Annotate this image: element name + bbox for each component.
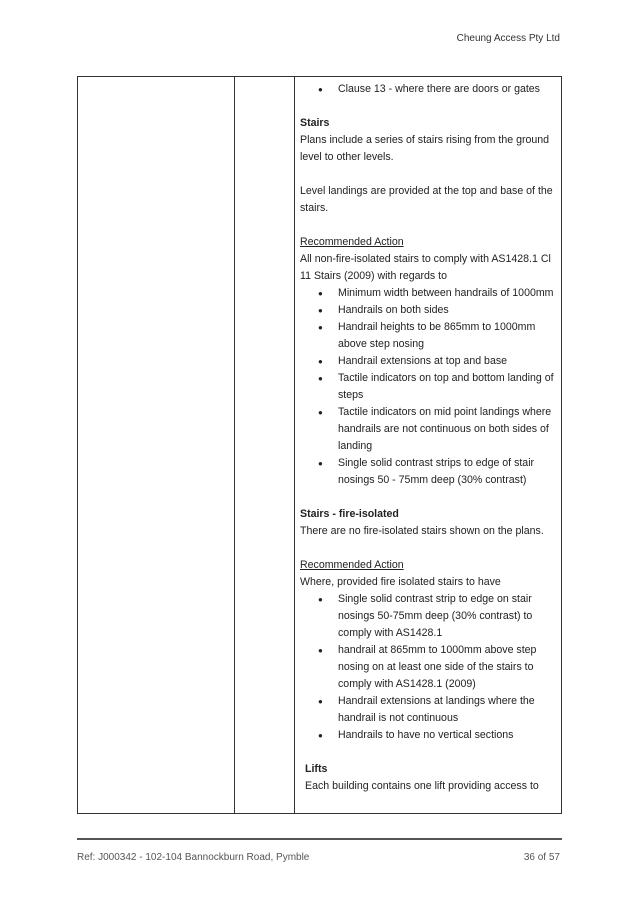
column-divider <box>294 77 295 813</box>
section-heading-fire-isolated: Stairs - fire-isolated <box>300 508 399 520</box>
list-item: ● Handrail heights to be 865mm to 1000mm above step nosing <box>338 319 562 353</box>
list-item: ● Handrail extensions at top and base <box>338 353 562 370</box>
lifts-paragraph: Each building contains one lift providing access to <box>305 780 539 792</box>
stairs-bullet-list <box>300 285 562 489</box>
footer-rule <box>77 838 562 840</box>
list-item: ● Clause 13 - where there are doors or gates <box>338 81 562 98</box>
list-item: ● handrail at 865mm to 1000mm above step nosing on at least one side of the stairs to comply with AS1428.1 (2009) <box>338 642 562 693</box>
report-table <box>77 76 562 814</box>
list-item: ● Single solid contrast strip to edge on stair nosings 50-75mm deep (30% contrast) to comply with AS1428.1 <box>338 591 562 642</box>
list-item: ● Tactile indicators on top and bottom landing of steps <box>338 370 562 404</box>
column-divider <box>234 77 235 813</box>
intro-bullet-list <box>300 81 562 98</box>
page-number: 36 of 57 <box>523 852 560 863</box>
list-item: ● Single solid contrast strips to edge of stair nosings 50 - 75mm deep (30% contrast) <box>338 455 562 489</box>
header-company: Cheung Access Pty Ltd <box>456 33 560 44</box>
recommended-action-text: Where, provided fire isolated stairs to have <box>300 576 501 588</box>
footer-reference: Ref: J000342 - 102-104 Bannockburn Road, Pymble <box>77 852 310 863</box>
stairs-paragraph: Level landings are provided at the top and base of the stairs. <box>300 185 553 214</box>
content-cell <box>300 81 562 795</box>
section-heading-stairs: Stairs <box>300 117 330 129</box>
recommended-action-heading: Recommended Action <box>300 559 404 571</box>
fire-isolated-paragraph: There are no fire-isolated stairs shown on the plans. <box>300 525 544 537</box>
list-item: ● Minimum width between handrails of 1000mm <box>338 285 562 302</box>
recommended-action-text: All non-fire-isolated stairs to comply with AS1428.1 Cl 11 Stairs (2009) with regards to <box>300 253 551 282</box>
list-item: ● Handrail extensions at landings where the handrail is not continuous <box>338 693 562 727</box>
section-heading-lifts: Lifts <box>305 763 328 775</box>
list-item: ● Handrails on both sides <box>338 302 562 319</box>
stairs-paragraph: Plans include a series of stairs rising from the ground level to other levels. <box>300 134 550 163</box>
fire-isolated-bullet-list <box>300 591 562 744</box>
list-item: ● Tactile indicators on mid point landings where handrails are not continuous on both sides of landing <box>338 404 562 455</box>
recommended-action-heading: Recommended Action <box>300 236 404 248</box>
list-item: ● Handrails to have no vertical sections <box>338 727 562 744</box>
